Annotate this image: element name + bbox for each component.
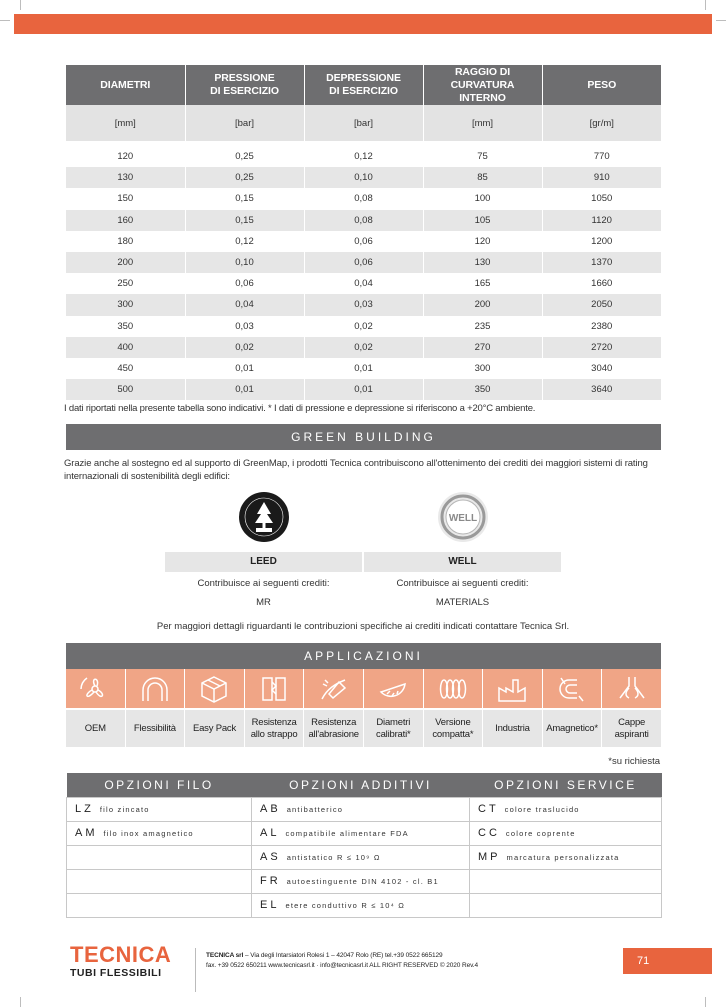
well-contrib: Contribuisce ai seguenti crediti:: [396, 578, 529, 589]
leed-credit: MR: [256, 597, 271, 608]
option-desc: etere conduttivo R ≤ 10⁴ Ω: [285, 901, 406, 910]
table-cell: 0,10: [185, 252, 304, 273]
unit-cell: [gr/m]: [542, 105, 661, 141]
crop-mark: [716, 20, 726, 21]
table-cell: 0,25: [185, 167, 304, 188]
table-cell: 450: [66, 358, 185, 379]
crop-mark: [705, 0, 706, 10]
option-desc: colore traslucido: [504, 805, 580, 814]
app-label: Resistenza allo strappo: [245, 710, 305, 747]
specs-header-row: [66, 65, 661, 105]
table-note: I dati riportati nella presente tabella sono indicativi. * I dati di pressione e depressione si riferiscono a +20°C ambiente.: [64, 403, 536, 414]
table-cell: 200: [66, 252, 185, 273]
table-cell: 180: [66, 231, 185, 252]
table-cell: 160: [66, 210, 185, 231]
table-cell: 0,06: [304, 231, 423, 252]
crop-mark: [20, 0, 21, 10]
leed-contrib: Contribuisce ai seguenti crediti:: [197, 578, 330, 589]
table-cell: 0,15: [185, 210, 304, 231]
table-cell: 200: [423, 294, 542, 315]
options-table: [66, 773, 662, 918]
app-label: Easy Pack: [185, 710, 245, 747]
table-cell: 2050: [542, 294, 661, 315]
table-cell: 0,04: [185, 294, 304, 315]
table-cell: 0,03: [304, 294, 423, 315]
table-cell: 270: [423, 337, 542, 358]
table-cell: 300: [66, 294, 185, 315]
table-cell: 300: [423, 358, 542, 379]
app-label: Industria: [483, 710, 543, 747]
option-cell: [67, 845, 252, 869]
table-row: [66, 210, 661, 231]
units-row: [66, 105, 661, 141]
header-pressione: [185, 65, 304, 105]
option-code: AS: [260, 851, 281, 863]
option-cell: [252, 797, 470, 821]
table-cell: 0,01: [185, 379, 304, 400]
option-desc: marcatura personalizzata: [506, 853, 620, 862]
app-label: Amagnetico*: [543, 710, 603, 747]
table-cell: 165: [423, 273, 542, 294]
option-code: MP: [478, 851, 501, 863]
table-row: [66, 231, 661, 252]
leed-logo-icon: [237, 490, 291, 544]
footer-line1: – Via degli Intarsiatori Rolesi 1 – 42047 Rolo (RE) tel.+39 0522 665129: [243, 952, 443, 959]
fan-icon: [66, 669, 126, 708]
unit-cell: [mm]: [66, 105, 185, 141]
options-row: [67, 893, 662, 917]
table-cell: 2380: [542, 316, 661, 337]
app-label: Diametri calibrati*: [364, 710, 424, 747]
table-cell: 1200: [542, 231, 661, 252]
table-cell: 500: [66, 379, 185, 400]
app-label: Versione compatta*: [424, 710, 484, 747]
table-cell: 0,02: [304, 337, 423, 358]
option-cell: [470, 845, 662, 869]
arch-icon: [126, 669, 186, 708]
option-code: EL: [260, 899, 280, 911]
table-cell: 120: [66, 146, 185, 167]
abrasion-icon: [304, 669, 364, 708]
option-desc: filo inox amagnetico: [103, 829, 194, 838]
green-building-header: GREEN BUILDING: [66, 424, 661, 450]
table-cell: 130: [423, 252, 542, 273]
option-cell: [67, 869, 252, 893]
option-code: FR: [260, 875, 281, 887]
option-cell: [67, 797, 252, 821]
table-cell: 0,06: [304, 252, 423, 273]
table-row: [66, 273, 661, 294]
table-cell: 0,01: [304, 379, 423, 400]
option-desc: antibatterico: [286, 805, 344, 814]
header-opzioni-additivi: OPZIONI ADDITIVI: [252, 773, 470, 797]
table-row: [66, 379, 661, 400]
table-cell: 120: [423, 231, 542, 252]
options-header-row: [67, 773, 662, 797]
table-cell: 1050: [542, 188, 661, 209]
table-cell: 3040: [542, 358, 661, 379]
table-cell: 0,02: [304, 316, 423, 337]
option-cell: [470, 797, 662, 821]
app-label: Cappe aspiranti: [602, 710, 661, 747]
table-cell: 350: [423, 379, 542, 400]
option-code: LZ: [75, 803, 94, 815]
factory-icon: [483, 669, 543, 708]
hood-icon: [602, 669, 661, 708]
crop-mark: [20, 997, 21, 1007]
footer-contact: [206, 951, 478, 971]
table-row: [66, 337, 661, 358]
option-desc: colore coprente: [505, 829, 576, 838]
footer-line2: fax. +39 0522 650211 www.tecnicasrl.it · info@tecnicasrl.it ALL RIGHT RESERVED © 2020 Rev.4: [206, 962, 478, 969]
specs-table: [66, 65, 661, 400]
options-row: [67, 821, 662, 845]
table-row: [66, 252, 661, 273]
header-raggio-text: RAGGIO DI CURVATURA INTERNO: [450, 65, 515, 104]
well-header: WELL: [364, 552, 561, 572]
table-cell: 0,03: [185, 316, 304, 337]
header-depressione: [304, 65, 423, 105]
app-label: OEM: [66, 710, 126, 747]
footer-divider: [195, 948, 196, 992]
option-code: AM: [75, 827, 98, 839]
unit-cell: [mm]: [423, 105, 542, 141]
header-peso: PESO: [542, 65, 661, 105]
header-opzioni-filo: OPZIONI FILO: [67, 773, 252, 797]
option-cell: [67, 893, 252, 917]
table-cell: 75: [423, 146, 542, 167]
option-code: CT: [478, 803, 499, 815]
option-cell: [252, 821, 470, 845]
option-cell: [470, 869, 662, 893]
unit-cell: [bar]: [185, 105, 304, 141]
app-labels-row: [66, 710, 661, 747]
option-cell: [252, 893, 470, 917]
option-cell: [470, 893, 662, 917]
options-row: [67, 869, 662, 893]
brand-name: TECNICA: [70, 942, 172, 967]
table-cell: 400: [66, 337, 185, 358]
table-cell: 235: [423, 316, 542, 337]
top-accent-bar: [14, 14, 712, 34]
header-depressione-text: DEPRESSIONE DI ESERCIZIO: [326, 72, 401, 97]
table-row: [66, 358, 661, 379]
box-icon: [185, 669, 245, 708]
footer-company: TECNICA srl: [206, 952, 244, 959]
table-row: [66, 316, 661, 337]
option-desc: antistatico R ≤ 10⁹ Ω: [286, 853, 381, 862]
table-cell: 3640: [542, 379, 661, 400]
options-row: [67, 845, 662, 869]
well-logo-icon: [436, 490, 490, 544]
table-cell: 100: [423, 188, 542, 209]
option-code: CC: [478, 827, 500, 839]
applicazioni-header: APPLICAZIONI: [66, 643, 661, 669]
page-number: 71: [623, 948, 712, 974]
caliper-icon: [364, 669, 424, 708]
table-cell: 2720: [542, 337, 661, 358]
tecnica-logo: [70, 944, 171, 979]
contact-note: Per maggiori dettagli riguardanti le contribuzioni specifiche ai crediti indicati contattare Tecnica Srl.: [156, 621, 570, 632]
magnet-icon: [543, 669, 603, 708]
table-cell: 0,12: [304, 146, 423, 167]
table-row: [66, 146, 661, 167]
header-diametri: DIAMETRI: [66, 65, 185, 105]
green-building-text: Grazie anche al sostegno ed al supporto di GreenMap, i prodotti Tecnica contribuiscono all'ottenimento dei crediti dei maggiori sistemi di rating internazionali di sostenibilità degli edifici:: [64, 458, 648, 482]
option-cell: [252, 845, 470, 869]
table-cell: 910: [542, 167, 661, 188]
table-cell: 0,01: [304, 358, 423, 379]
table-cell: 770: [542, 146, 661, 167]
table-cell: 0,01: [185, 358, 304, 379]
table-cell: 350: [66, 316, 185, 337]
table-cell: 150: [66, 188, 185, 209]
option-cell: [67, 821, 252, 845]
table-cell: 1120: [542, 210, 661, 231]
app-icons-row: [66, 669, 661, 708]
table-cell: 1660: [542, 273, 661, 294]
table-cell: 1370: [542, 252, 661, 273]
tear-icon: [245, 669, 305, 708]
table-cell: 0,02: [185, 337, 304, 358]
option-code: AL: [260, 827, 280, 839]
table-cell: 0,10: [304, 167, 423, 188]
crop-mark: [0, 20, 10, 21]
option-desc: filo zincato: [99, 805, 150, 814]
table-row: [66, 167, 661, 188]
option-code: AB: [260, 803, 281, 815]
app-label: Flessibilità: [126, 710, 186, 747]
well-credit: MATERIALS: [435, 597, 490, 608]
option-cell: [252, 869, 470, 893]
leed-header: LEED: [165, 552, 362, 572]
table-cell: 85: [423, 167, 542, 188]
table-cell: 0,15: [185, 188, 304, 209]
well-logo-text: WELL: [448, 513, 478, 524]
table-cell: 0,08: [304, 188, 423, 209]
header-opzioni-service: OPZIONI SERVICE: [470, 773, 662, 797]
table-cell: 0,25: [185, 146, 304, 167]
table-cell: 130: [66, 167, 185, 188]
su-richiesta-note: *su richiesta: [608, 756, 660, 767]
table-cell: 250: [66, 273, 185, 294]
app-label: Resistenza all'abrasione: [304, 710, 364, 747]
table-row: [66, 294, 661, 315]
crop-mark: [705, 997, 706, 1007]
header-raggio: [423, 65, 542, 105]
table-cell: 0,06: [185, 273, 304, 294]
table-cell: 0,08: [304, 210, 423, 231]
brand-tagline: TUBI FLESSIBILI: [70, 967, 162, 979]
table-cell: 0,04: [304, 273, 423, 294]
header-pressione-text: PRESSIONE DI ESERCIZIO: [210, 72, 279, 97]
coil-icon: [424, 669, 484, 708]
option-desc: compatibile alimentare FDA: [285, 829, 409, 838]
option-cell: [470, 821, 662, 845]
table-row: [66, 188, 661, 209]
options-row: [67, 797, 662, 821]
table-cell: 105: [423, 210, 542, 231]
option-desc: autoestinguente DIN 4102 - cl. B1: [286, 877, 439, 886]
table-cell: 0,12: [185, 231, 304, 252]
unit-cell: [bar]: [304, 105, 423, 141]
